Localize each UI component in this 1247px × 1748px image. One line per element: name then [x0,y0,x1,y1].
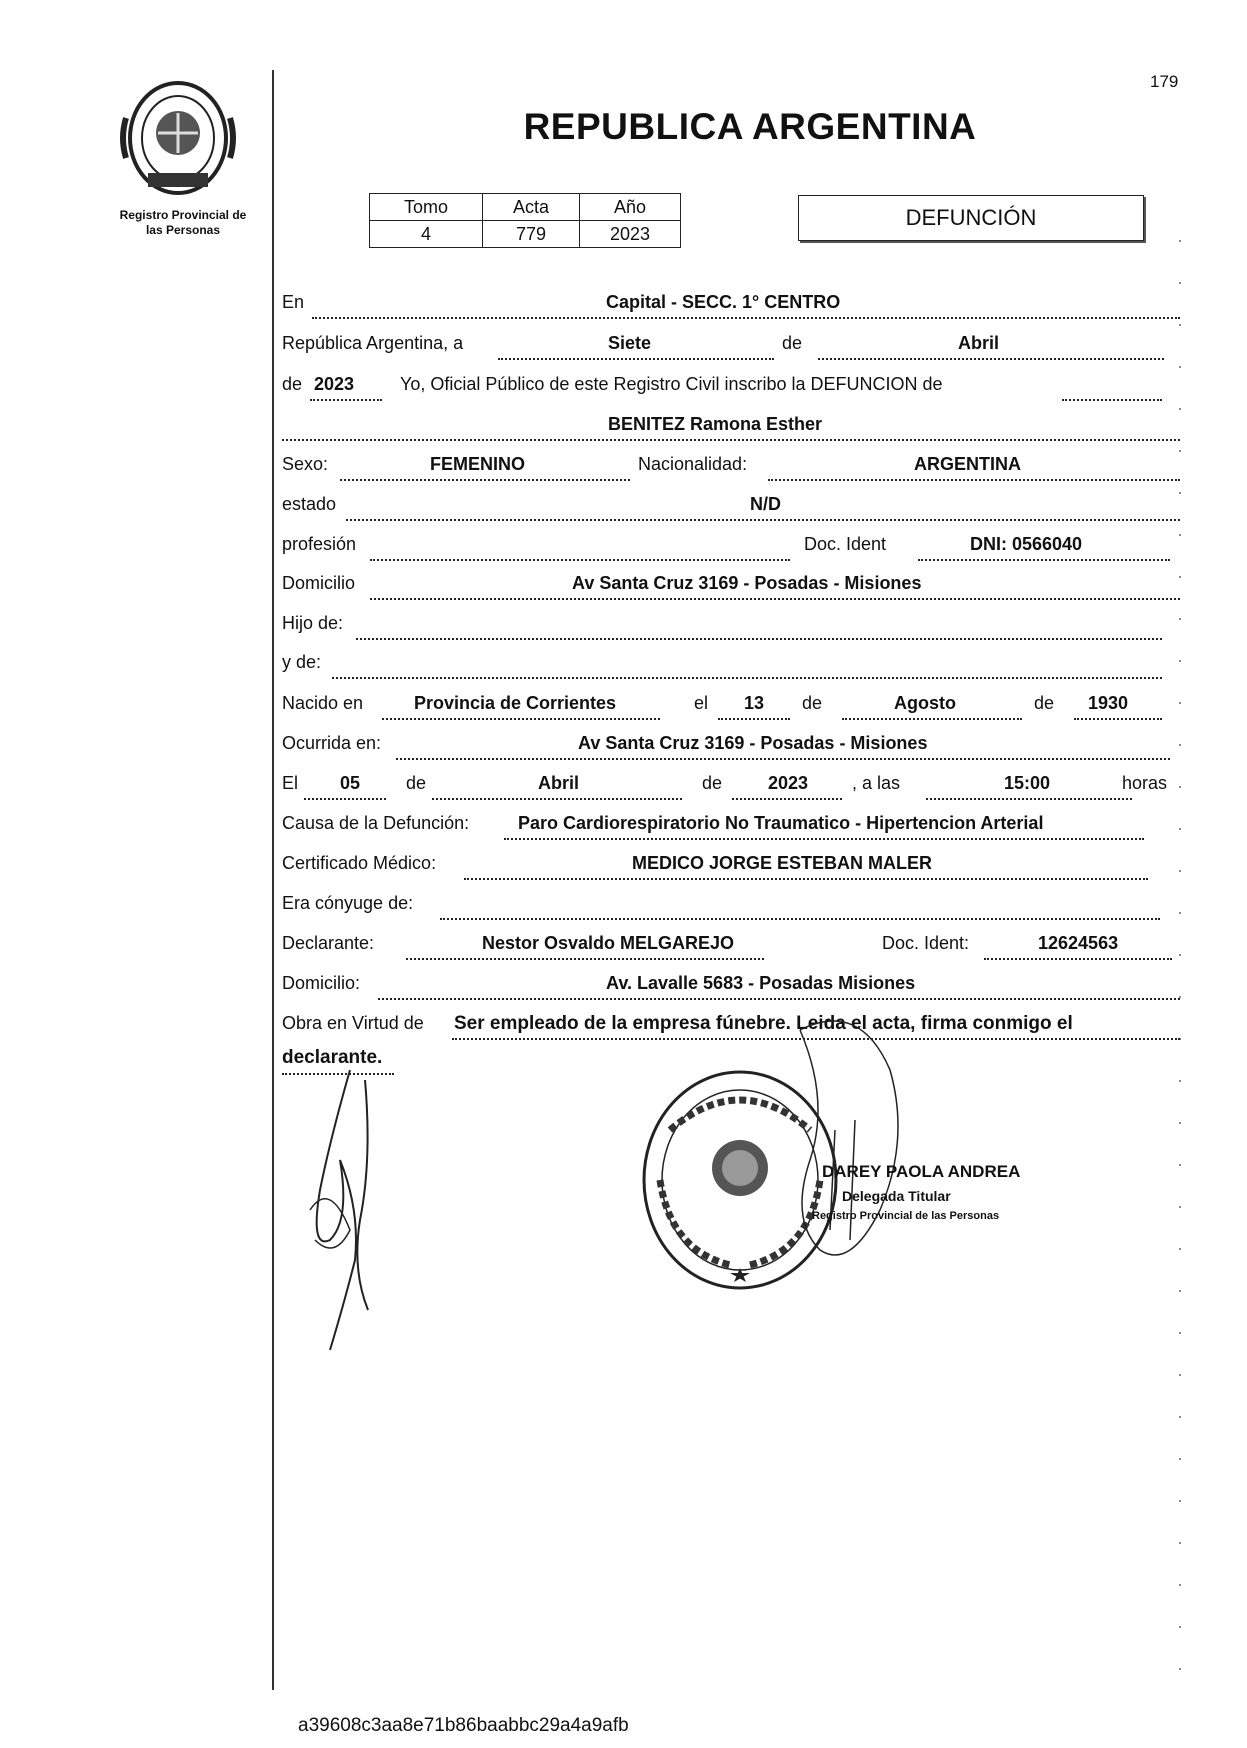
value-declarante: Nestor Osvaldo MELGAREJO [482,933,735,953]
row-domicilio [282,573,1182,603]
label-death-de2: de [702,773,723,793]
value-death-month: Abril [538,773,580,793]
acta-value-tomo: 4 [370,221,483,248]
value-certificado: MEDICO JORGE ESTEBAN MALER [632,853,933,873]
registry-name-line1: Registro Provincial de [119,208,247,222]
value-death-year: 2023 [768,773,809,793]
acta-table-header-row [370,194,681,221]
label-doc-ident: Doc. Ident [804,534,887,554]
value-nacionalidad: ARGENTINA [914,454,1021,474]
value-obra-line2: declarante. [282,1047,383,1068]
acta-table-value-row [370,221,681,248]
label-certificado: Certificado Médico: [282,853,437,873]
acta-header-ano: Año [580,194,681,221]
label-birth-de2: de [1034,693,1055,713]
value-sexo: FEMENINO [430,454,526,474]
label-declarante-doc: Doc. Ident: [882,933,970,953]
label-causa: Causa de la Defunción: [282,813,470,833]
row-sexo [282,454,1182,484]
row-inscribo [282,374,1182,404]
label-profesion: profesión [282,534,357,554]
value-ocurrida: Av Santa Cruz 3169 - Posadas - Misiones [578,733,928,753]
value-birth-month: Agosto [894,693,956,713]
provincial-seal-icon [118,78,238,198]
official-signature [780,1010,920,1300]
label-de2: de [282,374,303,394]
label-ocurrida: Ocurrida en: [282,733,382,753]
label-conyuge: Era cónyuge de: [282,893,414,913]
value-causa: Paro Cardiorespiratorio No Traumatico - Hipertencion Arterial [518,813,1044,833]
label-y-de: y de: [282,652,322,672]
declarant-signature [290,1060,410,1360]
acta-table [369,193,681,248]
label-nacido: Nacido en [282,693,364,713]
registry-name [98,208,268,238]
row-hijo-de [282,613,1182,643]
document-type-box [798,195,1144,241]
row-conyuge [282,893,1182,923]
label-domicilio2: Domicilio: [282,973,361,993]
value-birth-year: 1930 [1088,693,1129,713]
value-doc-ident: DNI: 0566040 [970,534,1083,554]
inscribo-text: Yo, Oficial Público de este Registro Civil inscribo la DEFUNCION de [400,374,943,394]
label-el: el [694,693,709,713]
label-hijo-de: Hijo de: [282,613,344,633]
page-title: REPUBLICA ARGENTINA [523,106,977,147]
acta-header-acta: Acta [483,194,580,221]
value-year: 2023 [314,374,355,394]
value-month: Abril [958,333,1000,353]
row-deceased-name [282,414,1182,444]
delegate-name: DAREY PAOLA ANDREA [822,1162,1021,1181]
value-domicilio2: Av. Lavalle 5683 - Posadas Misiones [606,973,916,993]
value-declarante-doc: 12624563 [1038,933,1119,953]
row-profesion [282,534,1182,564]
row-certificado [282,853,1182,883]
margin-line [272,70,274,1690]
label-estado: estado [282,494,337,514]
value-obra-line1: Ser empleado de la empresa fúnebre. Leida el acta, firma conmigo el [454,1013,1073,1034]
label-de1: de [782,333,803,353]
acta-value-acta: 779 [483,221,580,248]
value-domicilio: Av Santa Cruz 3169 - Posadas - Misiones [572,573,922,593]
acta-header-tomo: Tomo [370,194,483,221]
acta-value-ano: 2023 [580,221,681,248]
label-birth-de1: de [802,693,823,713]
page-number: 179 [1150,72,1179,91]
row-estado [282,494,1182,524]
label-en: En [282,292,305,312]
value-en: Capital - SECC. 1° CENTRO [606,292,841,312]
label-nacionalidad: Nacionalidad: [638,454,748,474]
row-causa [282,813,1182,843]
label-obra: Obra en Virtud de [282,1013,424,1033]
label-death-de1: de [406,773,427,793]
label-declarante: Declarante: [282,933,375,953]
row-en [282,292,1182,322]
row-death-date [282,773,1182,803]
document-type: DEFUNCIÓN [905,205,1037,230]
row-nacido [282,693,1182,723]
row-declarante [282,933,1182,963]
value-estado: N/D [750,494,781,514]
value-day-word: Siete [608,333,652,353]
registry-name-line2: las Personas [145,223,221,237]
label-a-las: , a las [852,773,901,793]
label-horas: horas [1122,773,1168,793]
delegate-office: Registro Provincial de las Personas [812,1210,1000,1222]
value-nacido: Provincia de Corrientes [414,693,617,713]
row-ocurrida [282,733,1182,763]
label-domicilio: Domicilio [282,573,356,593]
label-republica: República Argentina, a [282,333,464,353]
value-deceased-name: BENITEZ Ramona Esther [608,414,823,434]
label-death-el: El [282,773,299,793]
document-hash: a39608c3aa8e71b86baabbc29a4a9afb [298,1715,629,1736]
label-sexo: Sexo: [282,454,329,474]
row-domicilio2 [282,973,1182,1003]
value-death-day: 05 [340,773,361,793]
value-death-time: 15:00 [1004,773,1051,793]
row-republica [282,333,1182,363]
value-birth-day: 13 [744,693,765,713]
row-y-de [282,652,1182,682]
delegate-title: Delegada Titular [842,1188,951,1204]
